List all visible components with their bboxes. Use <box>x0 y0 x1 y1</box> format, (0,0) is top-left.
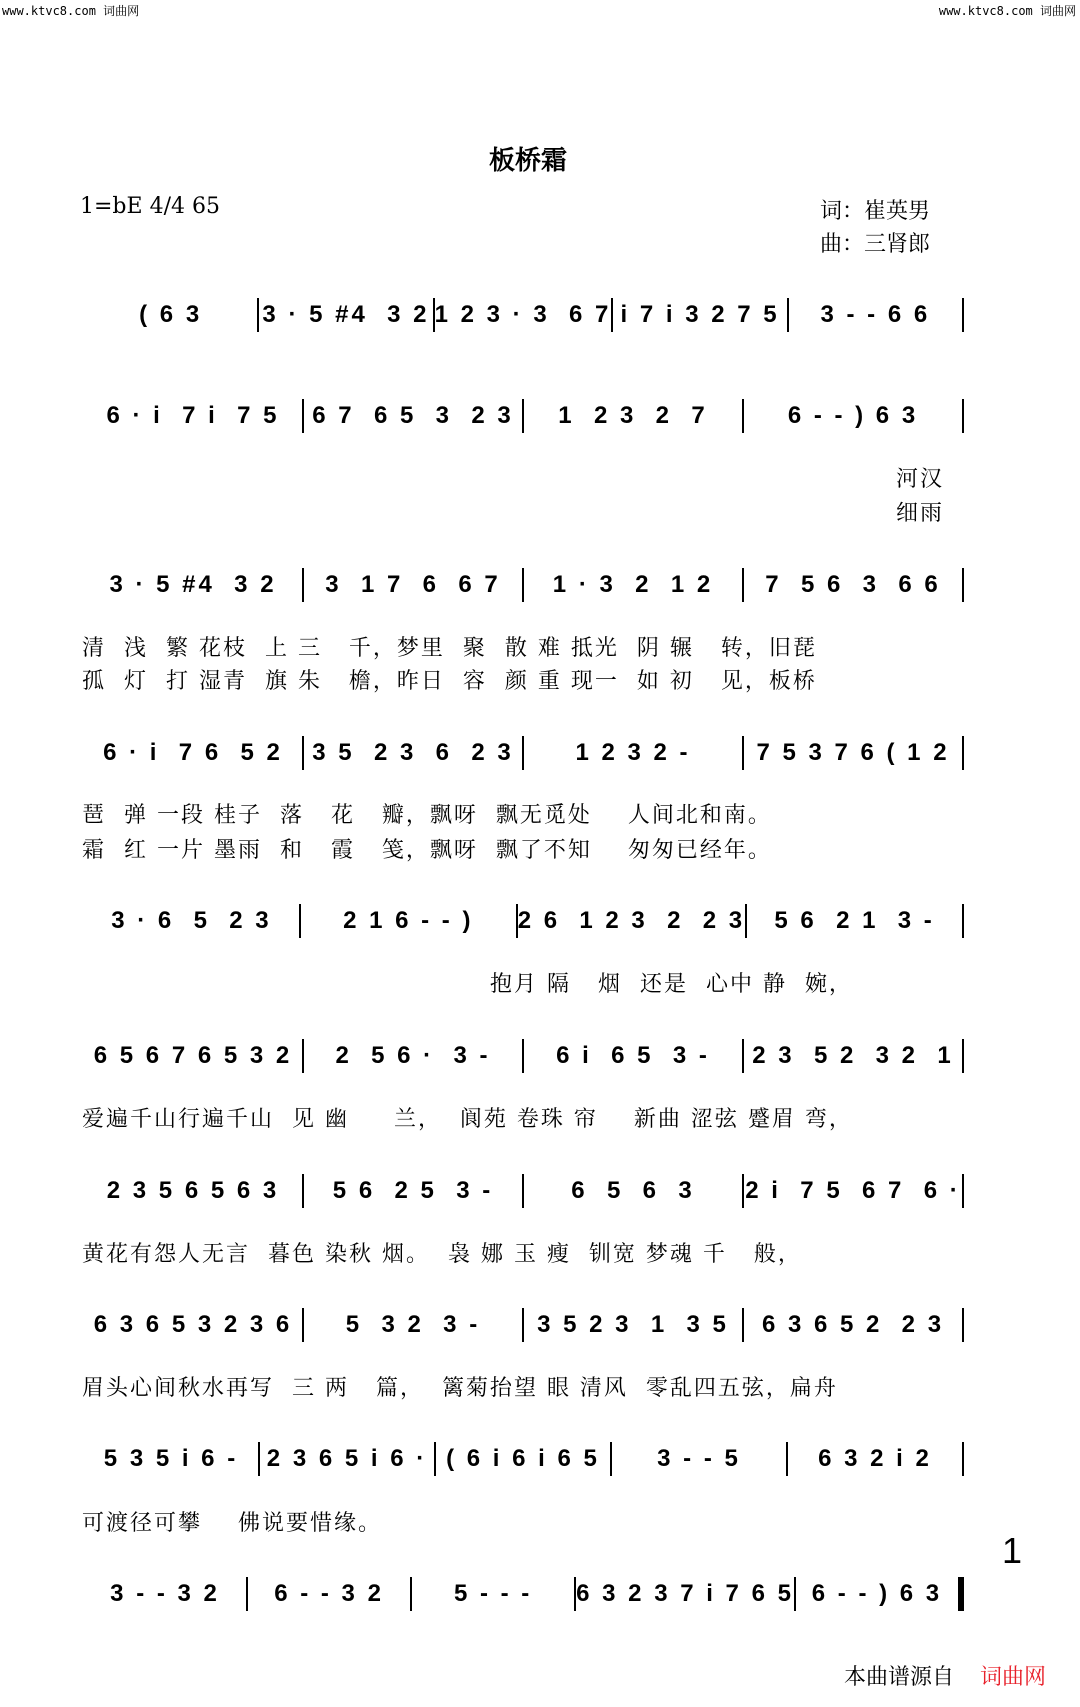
lyric-line: 细雨 <box>896 501 945 526</box>
measure: 3 · 6 5 2 3 <box>111 907 272 934</box>
measure: 6 i 6 5 3 - <box>556 1042 710 1069</box>
measure: 6 5 6 3 <box>571 1177 695 1204</box>
measure: 3 5 2 3 1 3 5 <box>537 1311 729 1338</box>
song-title: 板桥霜 <box>488 146 567 176</box>
measure: 6 3 6 5 2 2 3 <box>761 1311 945 1338</box>
measure: 2 3 5 6 5 6 3 <box>106 1177 280 1204</box>
key-signature: 1=bE 4/4 65 <box>80 194 220 219</box>
measure: 1 2 3 · 3 6 7 <box>434 301 612 328</box>
lyric-line: 霜 红 一片 墨雨 和 霞 笺，飘呀 飘了不知 匆匆已经年。 <box>82 838 772 863</box>
measure: 7 5 6 3 6 6 <box>765 571 941 598</box>
lyric-line: 眉头心间秋水再写 三 两 篇， 篱菊抬望 眼 清风 零乱四五弦，扁舟 <box>82 1376 838 1401</box>
measure: 6 - - 3 2 <box>274 1580 384 1607</box>
measure: 3 - - 3 2 <box>110 1580 220 1607</box>
measure: i 7 i 3 2 7 5 <box>620 301 780 328</box>
measure: 3 5 2 3 6 2 3 <box>312 739 514 766</box>
measure: 5 3 2 3 - <box>345 1311 481 1338</box>
lyric-line: 河汉 <box>896 467 945 492</box>
notation-row <box>84 295 964 335</box>
bar-line <box>962 1308 964 1342</box>
lyric-line: 黄花有怨人无言 暮色 染秋 烟。 袅 娜 玉 瘦 钏宽 梦魂 千 般， <box>82 1242 802 1267</box>
header-left: www.ktvc8.com 词曲网 <box>2 4 140 18</box>
bar-line <box>962 1174 964 1208</box>
lyric-line: 孤 灯 打 湿青 旗 朱 檐，昨日 容 颜 重 现一 如 初 见，板桥 <box>82 669 817 694</box>
measure: 2 1 6 - - ) <box>343 907 474 934</box>
measure: 2 5 6 · 3 - <box>335 1042 491 1069</box>
measure: ( 6 i 6 i 6 5 <box>446 1445 600 1472</box>
measure: 2 i 7 5 6 7 6 · <box>745 1177 961 1204</box>
composer: 曲：三肾郎 <box>820 232 931 257</box>
measure: 3 1 7 6 6 7 <box>325 571 501 598</box>
bar-line <box>962 568 964 602</box>
lyric-line: 可渡径可攀 佛说要惜缘。 <box>82 1511 382 1536</box>
notation-row <box>84 1171 964 1211</box>
measure: 5 6 2 1 3 - <box>774 907 935 934</box>
measure: 1 2 3 2 7 <box>558 402 708 429</box>
measure: 1 2 3 2 - <box>575 739 691 766</box>
lyricist: 词：崔英男 <box>820 199 931 224</box>
footer-source: 本曲谱源自 <box>844 1665 955 1690</box>
measure: 6 - - ) 6 3 <box>811 1580 943 1607</box>
notation-row <box>84 1305 964 1345</box>
measure: 6 5 6 7 6 5 3 2 <box>93 1042 293 1069</box>
measure: 5 6 2 5 3 - <box>332 1177 494 1204</box>
measure: 3 - - 6 6 <box>820 301 931 328</box>
measure: 6 3 2 3 7 i 7 6 5 <box>576 1580 794 1607</box>
measure: 2 3 5 2 3 2 1 <box>752 1042 954 1069</box>
bar-line <box>962 904 964 938</box>
bar-line <box>962 399 964 433</box>
measure: ( 6 3 <box>139 301 203 328</box>
measure: 7 5 3 7 6 ( 1 2 <box>756 739 950 766</box>
measure: 3 · 5 #4 3 2 <box>109 571 277 598</box>
bar-line <box>962 298 964 332</box>
lyric-line: 爱遍千山行遍千山 见 幽 兰， 阆苑 卷珠 帘 新曲 涩弦 蹙眉 弯， <box>82 1107 853 1132</box>
measure: 3 - - 5 <box>657 1445 741 1472</box>
notation-row <box>84 565 964 605</box>
lyric-line: 抱月 隔 烟 还是 心中 静 婉， <box>490 972 853 997</box>
measure: 2 6 1 2 3 2 2 3 <box>517 907 746 934</box>
page-number: 1 <box>1002 1530 1023 1571</box>
measure: 1 · 3 2 1 2 <box>552 571 714 598</box>
bar-line <box>962 1442 964 1476</box>
lyric-line: 清 浅 繁 花枝 上 三 千，梦里 聚 散 难 抵光 阴 辗 转，旧琵 <box>82 636 817 661</box>
measure: 6 · i 7 6 5 2 <box>103 739 283 766</box>
footer-brand-link[interactable]: 词曲网 <box>980 1665 1047 1690</box>
measure: 5 3 5 i 6 - <box>103 1445 239 1472</box>
measure: 6 3 6 5 3 2 3 6 <box>93 1311 293 1338</box>
lyric-line: 琶 弹 一段 桂子 落 花 瓣，飘呀 飘无觅处 人间北和南。 <box>82 803 772 828</box>
notation-row <box>84 1574 964 1614</box>
notation-row <box>84 1036 964 1076</box>
measure: 3 · 5 #4 3 2 <box>262 301 430 328</box>
measure: 5 - - - <box>453 1580 533 1607</box>
measure: 6 · i 7 i 7 5 <box>106 402 280 429</box>
bar-line <box>962 736 964 770</box>
bar-line <box>958 1577 964 1611</box>
notation-row <box>84 1439 964 1479</box>
notation-row <box>84 901 964 941</box>
header-right: www.ktvc8.com 词曲网 <box>938 4 1076 18</box>
bar-line <box>962 1039 964 1073</box>
measure: 6 3 2 i 2 <box>818 1445 932 1472</box>
measure: 2 3 6 5 i 6 · <box>266 1445 428 1472</box>
measure: 6 - - ) 6 3 <box>787 402 919 429</box>
notation-row <box>84 733 964 773</box>
notation-row <box>84 396 964 436</box>
measure: 6 7 6 5 3 2 3 <box>312 402 514 429</box>
